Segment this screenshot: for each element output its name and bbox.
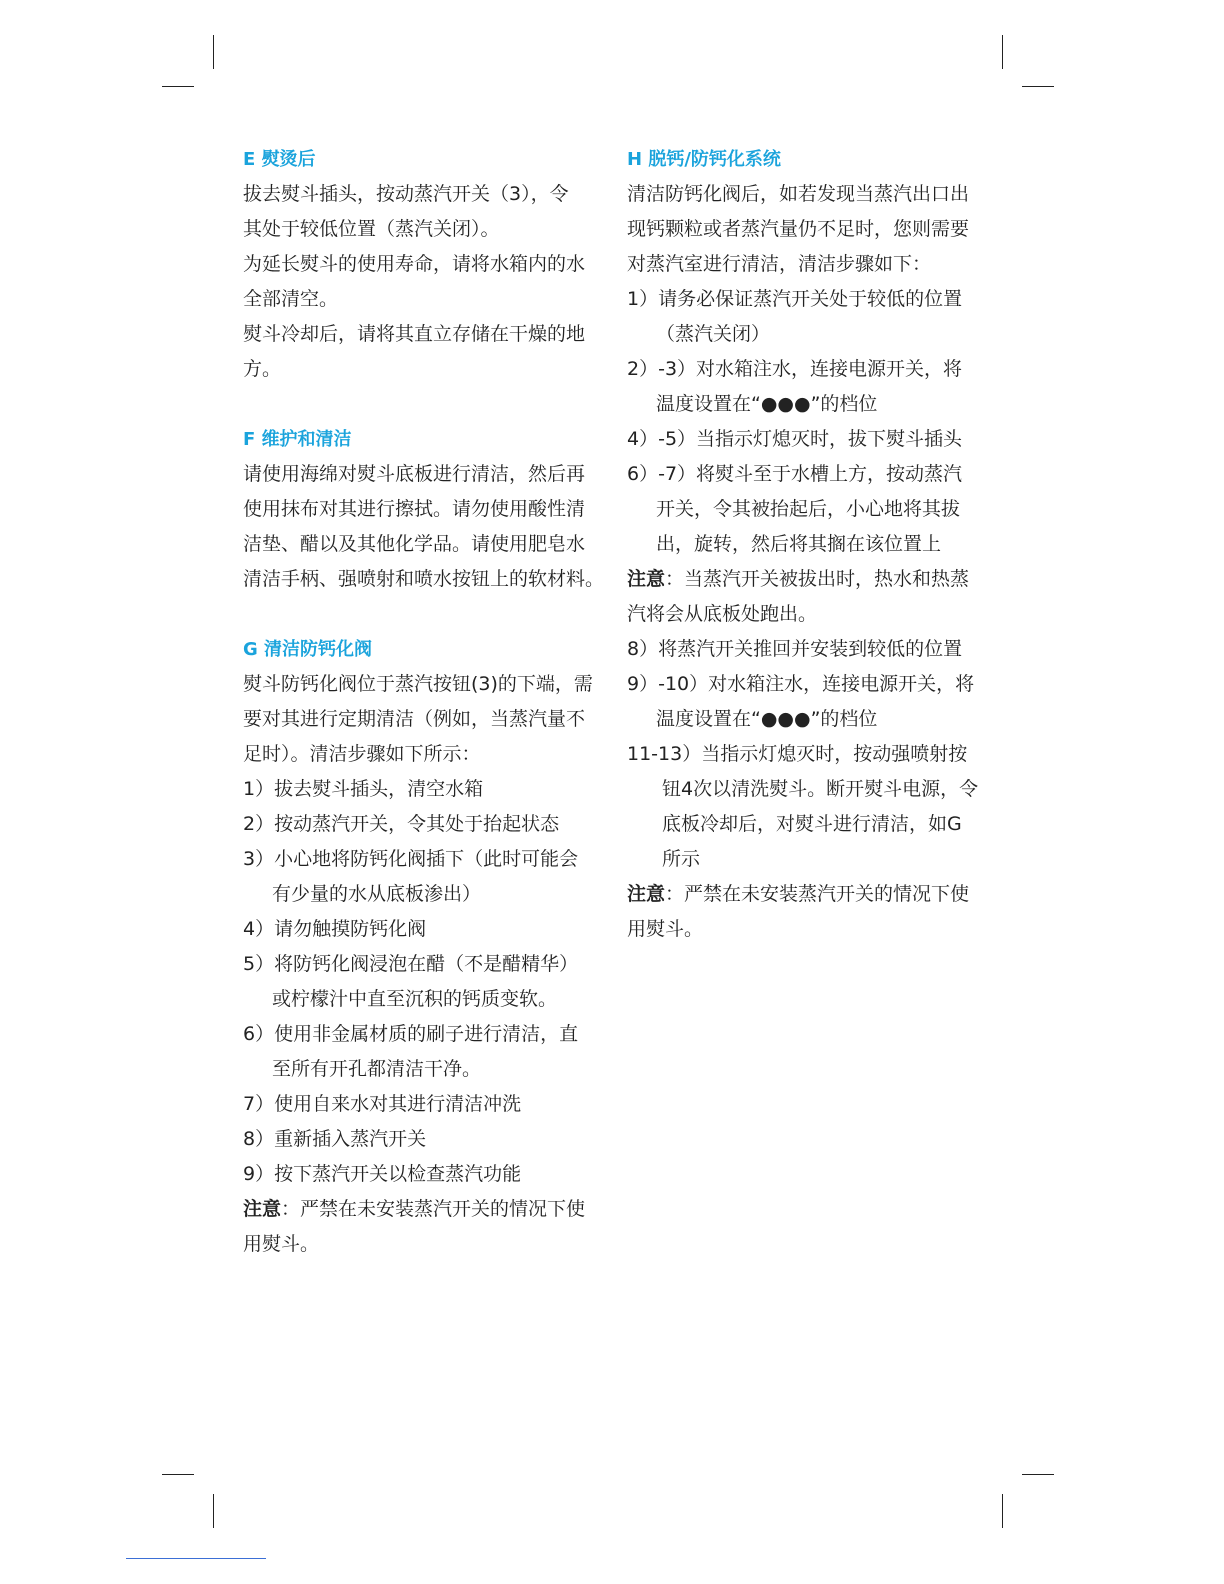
step-text: 使用自来水对其进行清洁冲洗	[274, 1093, 522, 1115]
step-number: 8）	[243, 1128, 275, 1150]
step-item	[243, 1017, 593, 1052]
step-continuation: 温度设置在“●●●”的档位	[656, 708, 878, 730]
step-text: 当指示灯熄灭时，按动强喷射按	[701, 743, 968, 765]
section-e-heading: E 熨烫后	[243, 149, 316, 170]
section-f-heading: F 维护和清洁	[243, 429, 352, 450]
section-spacer	[243, 597, 593, 632]
footer-rule	[126, 1558, 266, 1559]
section-g-line: 熨斗防钙化阀位于蒸汽按钮(3)的下端，需	[243, 673, 593, 695]
step-number: 5）	[243, 953, 275, 975]
right-column	[627, 142, 977, 947]
note-line	[243, 1192, 593, 1227]
step-text: 请务必保证蒸汽开关处于较低的位置	[658, 288, 963, 310]
crop-mark-top-left-h	[162, 86, 194, 87]
note-text: ：严禁在未安装蒸汽开关的情况下使	[665, 883, 970, 905]
note-label: 注意	[243, 1198, 282, 1220]
step-text: 拔去熨斗插头，清空水箱	[274, 778, 484, 800]
section-spacer	[243, 387, 593, 422]
step-text: 按动蒸汽开关，令其处于抬起状态	[274, 813, 560, 835]
crop-mark-top-right-v	[1002, 35, 1003, 69]
note-text: ：当蒸汽开关被拔出时，热水和热蒸	[665, 568, 970, 590]
step-text: 当指示灯熄灭时，拔下熨斗插头	[696, 428, 963, 450]
step-item	[243, 772, 593, 807]
section-f-line: 清洁手柄、强喷射和喷水按钮上的软材料。	[243, 568, 605, 590]
note-line: 用熨斗。	[243, 1233, 320, 1255]
crop-mark-bottom-left-h	[162, 1474, 194, 1475]
section-h-heading: H 脱钙/防钙化系统	[627, 149, 781, 170]
step-item	[243, 912, 593, 947]
section-e-line: 为延长熨斗的使用寿命，请将水箱内的水	[243, 253, 586, 275]
step-text: 将防钙化阀浸泡在醋（不是醋精华）	[274, 953, 579, 975]
section-e-line: 其处于较低位置（蒸汽关闭）。	[243, 218, 500, 240]
step-text: 使用非金属材质的刷子进行清洁，直	[274, 1023, 579, 1045]
step-item	[627, 352, 977, 387]
step-number: 11-13）	[627, 743, 702, 765]
step-continuation: 底板冷却后，对熨斗进行清洁，如G	[662, 813, 962, 835]
step-text: 将蒸汽开关推回并安装到较低的位置	[658, 638, 963, 660]
step-number: 4）-5）	[627, 428, 697, 450]
step-text: 将熨斗至于水槽上方，按动蒸汽	[696, 463, 963, 485]
step-item	[243, 1087, 593, 1122]
step-continuation: （蒸汽关闭）	[656, 323, 771, 345]
section-g-line: 足时）。清洁步骤如下所示：	[243, 743, 481, 765]
step-number: 4）	[243, 918, 275, 940]
step-item	[627, 457, 977, 492]
step-text: 重新插入蒸汽开关	[274, 1128, 427, 1150]
section-e-line: 拔去熨斗插头，按动蒸汽开关（3），令	[243, 183, 569, 205]
step-number: 7）	[243, 1093, 275, 1115]
step-number: 6）	[243, 1023, 275, 1045]
crop-mark-bottom-left-v	[213, 1494, 214, 1528]
step-item	[243, 947, 593, 982]
step-number: 6）-7）	[627, 463, 697, 485]
section-g-line: 要对其进行定期清洁（例如，当蒸汽量不	[243, 708, 586, 730]
section-e-line: 熨斗冷却后，请将其直立存储在干燥的地	[243, 323, 586, 345]
step-item	[627, 282, 977, 317]
step-continuation: 有少量的水从底板渗出）	[272, 883, 482, 905]
step-item	[243, 842, 593, 877]
section-f-line: 洁垫、醋以及其他化学品。请使用肥皂水	[243, 533, 586, 555]
step-number: 3）	[243, 848, 275, 870]
crop-mark-top-right-h	[1022, 86, 1054, 87]
step-text: 小心地将防钙化阀插下（此时可能会	[274, 848, 579, 870]
section-h-line: 现钙颗粒或者蒸汽量仍不足时，您则需要	[627, 218, 970, 240]
crop-mark-bottom-right-h	[1022, 1474, 1054, 1475]
step-continuation: 开关，令其被抬起后，小心地将其拔	[656, 498, 961, 520]
section-e-line: 全部清空。	[243, 288, 339, 310]
section-h-line: 对蒸汽室进行清洁，清洁步骤如下：	[627, 253, 932, 275]
step-continuation: 或柠檬汁中直至沉积的钙质变软。	[272, 988, 558, 1010]
left-column	[243, 142, 605, 1262]
step-continuation: 温度设置在“●●●”的档位	[656, 393, 878, 415]
crop-mark-top-left-v	[213, 35, 214, 69]
step-number: 2）	[243, 813, 275, 835]
note-text: ：严禁在未安装蒸汽开关的情况下使	[281, 1198, 586, 1220]
step-item	[627, 737, 977, 772]
step-text: 对水箱注水，连接电源开关，将	[696, 358, 963, 380]
note-line	[627, 877, 977, 912]
step-item	[627, 667, 977, 702]
section-g-heading: G 清洁防钙化阀	[243, 639, 373, 660]
note-label: 注意	[627, 568, 666, 590]
section-h-line: 清洁防钙化阀后，如若发现当蒸汽出口出	[627, 183, 970, 205]
note-line: 汽将会从底板处跑出。	[627, 603, 818, 625]
crop-mark-bottom-right-v	[1002, 1494, 1003, 1528]
note-label: 注意	[627, 883, 666, 905]
section-f-line: 请使用海绵对熨斗底板进行清洁，然后再	[243, 463, 586, 485]
step-text: 对水箱注水，连接电源开关，将	[708, 673, 975, 695]
step-number: 8）	[627, 638, 659, 660]
section-e-line: 方。	[243, 358, 282, 380]
step-item	[243, 1157, 593, 1192]
step-continuation: 所示	[662, 848, 701, 870]
step-continuation: 至所有开孔都清洁干净。	[272, 1058, 482, 1080]
section-f-line: 使用抹布对其进行擦拭。请勿使用酸性清	[243, 498, 586, 520]
step-number: 1）	[243, 778, 275, 800]
step-text: 请勿触摸防钙化阀	[274, 918, 427, 940]
note-line	[627, 562, 977, 597]
step-number: 1）	[627, 288, 659, 310]
step-item	[627, 422, 977, 457]
step-item	[243, 807, 593, 842]
step-number: 9）-10）	[627, 673, 709, 695]
note-line: 用熨斗。	[627, 918, 704, 940]
step-item	[627, 632, 977, 667]
step-number: 9）	[243, 1163, 275, 1185]
step-text: 按下蒸汽开关以检查蒸汽功能	[274, 1163, 522, 1185]
step-continuation: 钮4次以清洗熨斗。断开熨斗电源，令	[662, 778, 979, 800]
step-continuation: 出，旋转，然后将其搁在该位置上	[656, 533, 942, 555]
step-number: 2）-3）	[627, 358, 697, 380]
step-item	[243, 1122, 593, 1157]
